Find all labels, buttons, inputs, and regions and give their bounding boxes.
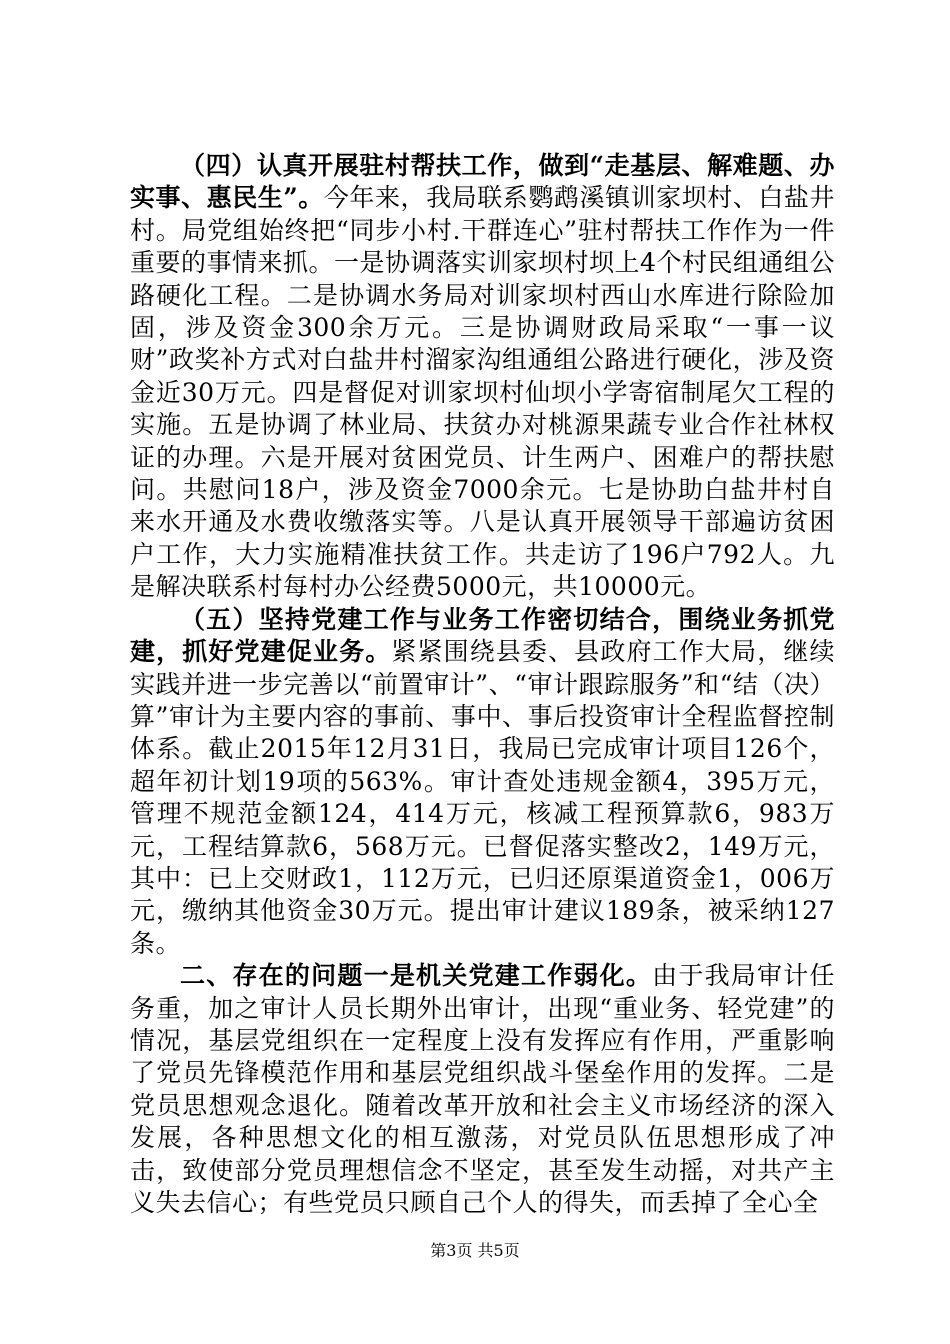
paragraph-existing-problems [130,960,835,1219]
document-body [130,150,835,1219]
paragraph-text: 由于我局审计任务重，加之审计人员长期外出审计，出现“重业务、轻党建”的情况，基层党组织在一定程度上没有发挥应有作用，严重影响了党员先锋模范作用和基层党组织战斗堡垒作用的发挥。二是党员思想观念退化。随着改革开放和社会主义市场经济的深入发展，各种思想文化的相互激荡，对党员队伍思想形成了冲击，致使部分党员理想信念不坚定，甚至发生动摇，对共产主义失去信心；有些党员只顾自己个人的得失，而丢掉了全心全 [130,961,835,1217]
paragraph-heading: （五）坚持党建工作与业务工作密切结合，围绕业务抓党建，抓好党建促业务。 [130,604,835,667]
paragraph-village-assistance [130,150,835,604]
page-footer [0,1240,950,1262]
paragraph-heading: （四）认真开展驻村帮扶工作，做到“走基层、解难题、办实事、惠民生”。 [130,151,835,213]
paragraph-party-building-business [130,604,835,960]
paragraph-text: 紧紧围绕县委、县政府工作大局，继续实践并进一步完善以“前置审计”、“审计跟踪服务”和“结（决）算”审计为主要内容的事前、事中、事后投资审计全程监督控制体系。截止2015年12月31日，我局已完成审计项目126个，超年初计划19项的563%。审计查处违规金额4，395万元，管理不规范金额124，414万元，核减工程预算款6，983万元，工程结算款6，568万元。已督促落实整改2，149万元，其中：已上交财政1，112万元，已归还原渠道资金1，006万元，缴纳其他资金30万元。提出审计建议189条，被采纳127条。 [130,637,835,958]
paragraph-heading: 二、存在的问题一是机关党建工作弱化。 [180,961,653,991]
paragraph-text: 今年来，我局联系鹦鹉溪镇训家坝村、白盐井村。局党组始终把“同步小村.干群连心”驻村帮扶工作作为一件重要的事情来抓。一是协调落实训家坝村坝上4个村民组通组公路硬化工程。二是协调水务局对训家坝村西山水库进行除险加固，涉及资金300余万元。三是协调财政局采取“一事一议财”政奖补方式对白盐井村溜家沟组通组公路进行硬化，涉及资金近30万元。四是督促对训家坝村仙坝小学寄宿制尾欠工程的实施。五是协调了林业局、扶贫办对桃源果蔬专业合作社林权证的办理。六是开展对贫困党员、计生两户、困难户的帮扶慰问。共慰问18户，涉及资金7000余元。七是协助白盐井村自来水开通及水费收缴落实等。八是认真开展领导干部遍访贫困户工作，大力实施精准扶贫工作。共走访了196户792人。九是解决联系村每村办公经费5000元，共10000元。 [130,183,835,602]
page-number: 第3页 共5页 [430,1241,520,1260]
